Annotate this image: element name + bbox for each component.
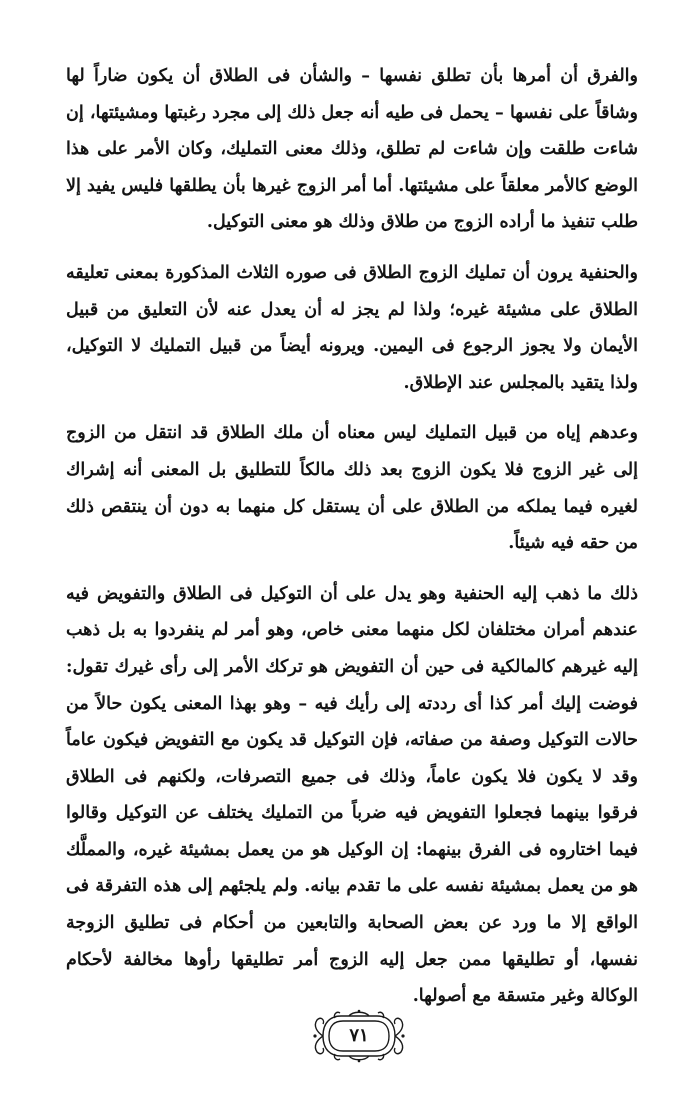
paragraph-1: والفرق أن أمرها بأن تطلق نفسها – والشأن فى الطلاق أن يكون ضاراً لها وشاقاً على نفسها – يحمل فى طيه أنه جعل ذلك إلى مجرد رغبتها ومشيئتها، إن شاءت طلقت وإن شاءت لم تطلق، وذلك معنى التمليك، وكان الأمر على هذا الوضع كالأمر معلقاً على مشيئتها. أما أمر الزوج غيرها بأن يطلقها فليس يفيد إلا طلب تنفيذ ما أراده الزوج من طلاق وذلك هو معنى التوكيل. [66, 66, 638, 233]
page-number: ٧١ [349, 1025, 369, 1046]
page-body [66, 58, 638, 1015]
page-footer [0, 1008, 684, 1068]
paragraph-3: وعدهم إياه من قبيل التمليك ليس معناه أن ملك الطلاق قد انتقل من الزوج إلى غير الزوج فلا يكون الزوج بعد ذلك مالكاً للتطليق بل المعنى أنه إشراك لغيره فيما يملكه من الطلاق على أن يستقل كل منهما به دون أن ينتقص ذلك من حقه فيه شيئاً. [66, 423, 638, 554]
paragraph-2: والحنفية يرون أن تمليك الزوج الطلاق فى صوره الثلاث المذكورة بمعنى تعليقه الطلاق على مشيئة غيره؛ ولذا لم يجز له أن يعدل عنه لأن التعليق من قبيل الأيمان ولا يجوز الرجوع فى اليمين. ويرونه أيضاً من قبيل التمليك لا التوكيل، ولذا يتقيد بالمجلس عند الإطلاق. [66, 262, 638, 393]
paragraph-4: ذلك ما ذهب إليه الحنفية وهو يدل على أن التوكيل فى الطلاق والتفويض فيه عندهم أمران مختلفان لكل منهما معنى خاص، وهو أمر لم ينفردوا به بل ذهب إليه غيرهم كالمالكية فى حين أن التفويض هو تركك الأمر إلى رأى غيرك تقول: فوضت إليك أمر كذا أى رددته إلى رأيك فيه – وهو بهذا المعنى يكون حالاً من حالات التوكيل وصفة من صفاته، فإن التوكيل قد يكون مع التفويض فيكون عاماً وقد لا يكون فلا يكون عاماً، وذلك فى جميع التصرفات، ولكنهم فى الطلاق فرقوا بينهما فجعلوا التفويض فيه ضرباً من التمليك يختلف عن التوكيل وقالوا فيما اختاروه فى الفرق بينهما: إن الوكيل هو من يعمل بمشيئة غيره، والمملَّك هو من يعمل بمشيئة نفسه على ما تقدم بيانه. ولم يلجئهم إلى هذه التفرقة فى الواقع إلا ما ورد عن بعض الصحابة والتابعين من أحكام فى تطليق الزوجة نفسها، أو تطليقها ممن جعل إليه الزوج أمر تطليقها رأوها مخالفة لأحكام الوكالة وغير متسقة مع أصولها. [66, 583, 638, 1007]
